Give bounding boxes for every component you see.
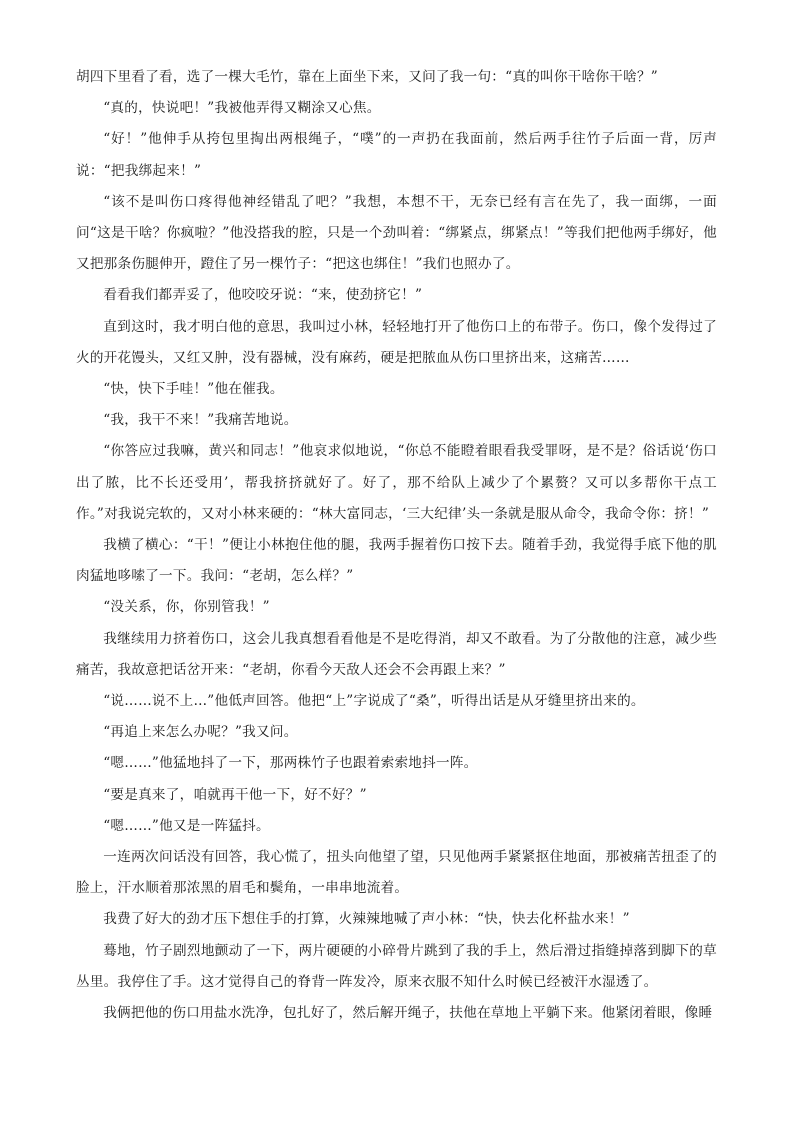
document-page [76, 62, 717, 1029]
paragraph-7: “快，快下手哇！”他在催我。 [103, 381, 284, 398]
paragraph-13: “说……说不上…”他低声回答。他把“上”字说成了“桑”，听得出话是从牙缝里挤出来的。 [103, 693, 645, 710]
paragraph-11: “没关系，你，你别管我！” [103, 599, 270, 616]
paragraph-15: “嗯……”他猛地抖了一下，那两株竹子也跟着索索地抖一阵。 [103, 755, 478, 772]
paragraph-20: 蓦地，竹子剧烈地颤动了一下，两片硬硬的小碎骨片跳到了我的手上，然后滑过指缝掉落到脚下的草丛里。我停住了手。这才觉得自己的脊背一阵发冷，原来衣服不知什么时候已经被汗水湿透了。 [76, 942, 717, 990]
paragraph-6: 直到这时，我才明白他的意思，我叫过小林，轻轻地打开了他伤口上的布带子。伤口，像个发得过了火的开花馒头，又红又肿，没有器械，没有麻药，硬是把脓血从伤口里挤出来，这痛苦…… [76, 318, 717, 366]
paragraph-4: “该不是叫伤口疼得他神经错乱了吧？”我想，本想不干，无奈已经有言在先了，我一面绑，一面问“这是干啥？你疯啦？”他没搭我的腔，只是一个劲叫着：“绑紧点，绑紧点！”等我们把他两手绑好，他又把那条伤腿伸开，蹬住了另一棵竹子：“把这也绑住！”我们也照办了。 [76, 193, 717, 273]
paragraph-12: 我继续用力挤着伤口，这会儿我真想看看他是不是吃得消，却又不敢看。为了分散他的注意，减少些痛苦，我故意把话岔开来：“老胡，你看今天敌人还会不会再跟上来？” [76, 630, 717, 678]
paragraph-10: 我横了横心：“干！”便让小林抱住他的腿，我两手握着伤口按下去。随着手劲，我觉得手底下他的肌肉猛地哆嗦了一下。我问：“老胡，怎么样？” [76, 537, 717, 585]
paragraph-18: 一连两次问话没有回答，我心慌了，扭头向他望了望，只见他两手紧紧抠住地面，那被痛苦扭歪了的脸上，汗水顺着那浓黑的眉毛和鬓角，一串串地流着。 [76, 849, 717, 897]
paragraph-16: “要是真来了，咱就再干他一下，好不好？” [103, 786, 367, 803]
paragraph-19: 我费了好大的劲才压下想住手的打算，火辣辣地喊了声小林：“快，快去化杯盐水来！” [103, 911, 630, 928]
paragraph-9: “你答应过我嘛，黄兴和同志！”他哀求似地说，“你总不能瞪着眼看我受罪呀，是不是？俗话说‘伤口出了脓，比不长还受用’，帮我挤挤就好了。好了，那不给队上减少了个累赘？又可以多帮你干点工作。”对我说完软的，又对小林来硬的：“林大富同志，‘三大纪律’头一条就是服从命令，我命令你：挤！” [76, 443, 717, 522]
paragraph-14: “再追上来怎么办呢？”我又问。 [103, 724, 298, 741]
paragraph-21: 我俩把他的伤口用盐水洗净，包扎好了，然后解开绳子，扶他在草地上平躺下来。他紧闭着眼，像睡 [103, 1005, 713, 1022]
paragraph-2: “真的，快说吧！”我被他弄得又糊涂又心焦。 [103, 100, 381, 117]
paragraph-8: “我，我干不来！”我痛苦地说。 [103, 412, 298, 429]
paragraph-17: “嗯……”他又是一阵猛抖。 [103, 817, 270, 834]
paragraph-3: “好！”他伸手从挎包里掏出两根绳子，“噗”的一声扔在我面前，然后两手往竹子后面一背，厉声说：“把我绑起来！” [76, 131, 717, 179]
paragraph-1: 胡四下里看了看，选了一棵大毛竹，靠在上面坐下来，又问了我一句：“真的叫你干啥你干啥？” [76, 69, 658, 85]
paragraph-5: 看看我们都弄妥了，他咬咬牙说：“来，使劲挤它！” [103, 287, 423, 304]
